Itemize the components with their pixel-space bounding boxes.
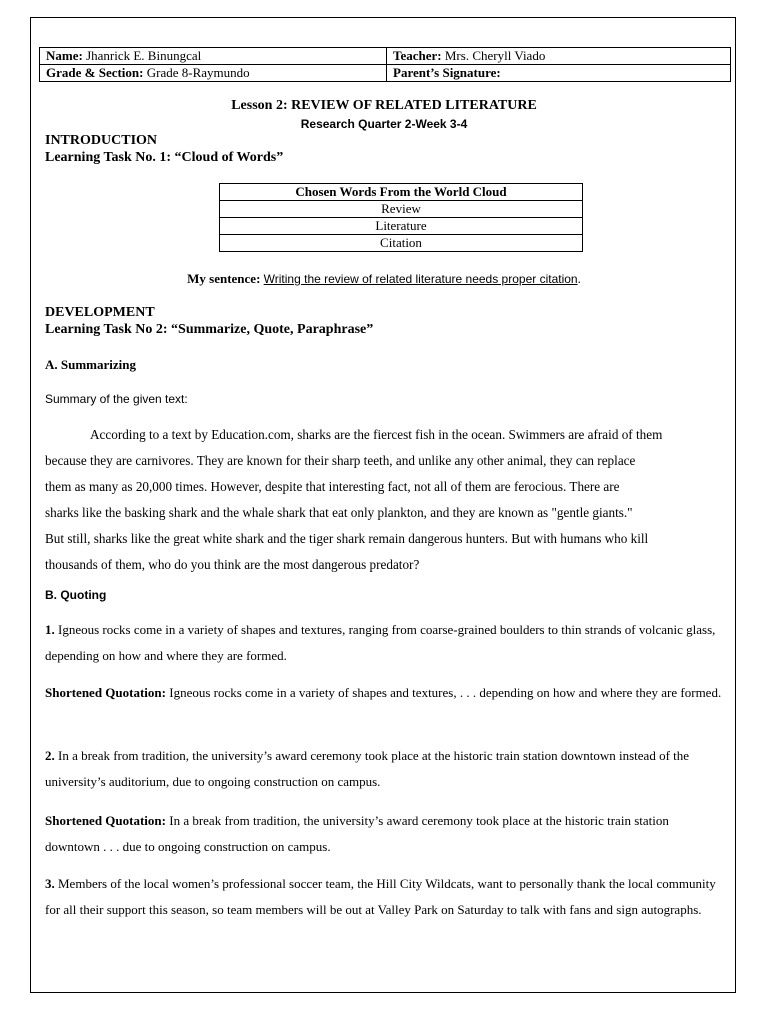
section-a-heading: A. Summarizing (45, 357, 136, 372)
info-row (40, 48, 731, 65)
summary-line: them as many as 20,000 times. However, despite that interesting fact, not all of them are ferocious. There are (45, 479, 620, 494)
summary-label: Summary of the given text: (45, 392, 188, 406)
grade-cell (40, 65, 387, 82)
chosen-words-table (219, 183, 583, 252)
quote-item-3 (45, 871, 725, 923)
word-cell: Citation (220, 235, 583, 252)
introduction-heading: INTRODUCTION (45, 133, 158, 148)
shortened-quote-label: Shortened Quotation: (45, 813, 166, 828)
name-cell (40, 48, 387, 65)
teacher-label: Teacher: (393, 48, 442, 63)
student-info-table (39, 47, 731, 82)
teacher-cell (387, 48, 731, 65)
shortened-quote-2 (45, 808, 725, 860)
teacher-value: Mrs. Cheryll Viado (444, 48, 546, 63)
my-sentence (0, 271, 768, 287)
signature-label: Parent’s Signature: (393, 65, 501, 80)
shortened-quote-text: Igneous rocks come in a variety of shapes and textures, . . . depending on how and where they are formed. (169, 685, 722, 700)
quote-item-1 (45, 617, 725, 669)
info-row (40, 65, 731, 82)
learning-task-2-title: Learning Task No 2: “Summarize, Quote, Paraphrase” (45, 322, 374, 337)
quote-number: 1. (45, 622, 55, 637)
name-value: Jhanrick E. Binungcal (86, 48, 202, 63)
sentence-period: . (577, 271, 581, 286)
lesson-subtitle: Research Quarter 2-Week 3-4 (300, 117, 468, 131)
quote-item-2 (45, 743, 725, 795)
lesson-title: Lesson 2: REVIEW OF RELATED LITERATURE (231, 98, 537, 113)
section-b-heading: B. Quoting (45, 588, 107, 602)
summary-line: thousands of them, who do you think are the most dangerous predator? (45, 557, 420, 572)
quote-number: 2. (45, 748, 55, 763)
summary-line: But still, sharks like the great white shark and the tiger shark remain dangerous hunters. But with humans who kill (45, 531, 649, 546)
shortened-quote-text: In a break from tradition, the university’s award ceremony took place at the historic train station downtown . . . due to ongoing construction on campus. (45, 813, 669, 854)
name-label: Name: (46, 48, 83, 63)
words-table-header: Chosen Words From the World Cloud (220, 184, 583, 201)
learning-task-1-title: Learning Task No. 1: “Cloud of Words” (45, 150, 284, 165)
summary-line: sharks like the basking shark and the whale shark that eat only plankton, and they are known as "gentle giants." (45, 505, 633, 520)
shortened-quote-1 (45, 680, 725, 706)
sentence-label: My sentence: (187, 271, 261, 286)
quote-text: Members of the local women’s professional soccer team, the Hill City Wildcats, want to personally thank the local community for all their support this season, so team members will be out at Valley Park on Saturday to talk with fans and sign autographs. (45, 876, 716, 917)
quote-text: Igneous rocks come in a variety of shapes and textures, ranging from coarse-grained boulders to thin strands of volcanic glass, depending on how and where they are formed. (45, 622, 716, 663)
development-heading: DEVELOPMENT (45, 305, 155, 320)
quote-text: In a break from tradition, the university’s award ceremony took place at the historic train station downtown instead of the university’s auditorium, due to ongoing construction on campus. (45, 748, 690, 789)
word-cell: Literature (220, 218, 583, 235)
grade-label: Grade & Section: (46, 65, 144, 80)
quote-number: 3. (45, 876, 55, 891)
summary-line: because they are carnivores. They are known for their sharp teeth, and unlike any other animal, they can replace (45, 453, 636, 468)
word-cell: Review (220, 201, 583, 218)
summary-paragraph (45, 422, 723, 578)
shortened-quote-label: Shortened Quotation: (45, 685, 166, 700)
sentence-text: Writing the review of related literature needs proper citation (263, 272, 578, 286)
signature-cell (387, 65, 731, 82)
summary-line: According to a text by Education.com, sharks are the fiercest fish in the ocean. Swimmers are afraid of them (90, 427, 663, 442)
grade-value: Grade 8-Raymundo (146, 65, 250, 80)
